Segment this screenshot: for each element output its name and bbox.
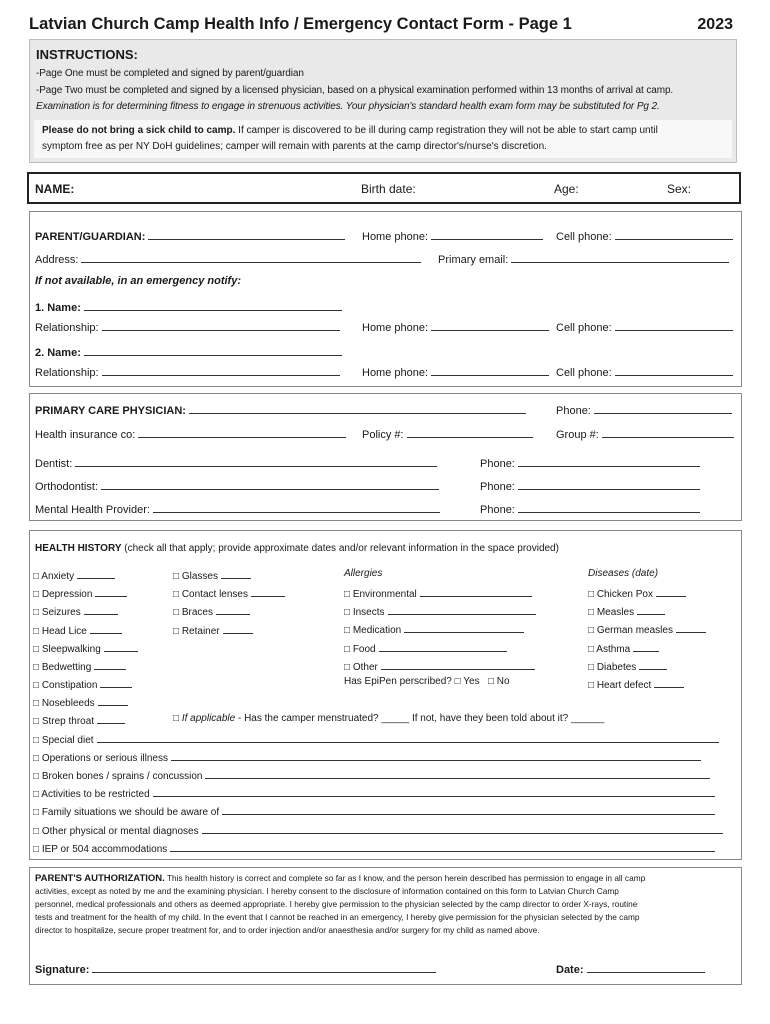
health-item-line[interactable] <box>84 604 118 615</box>
health-item-line[interactable] <box>170 841 715 852</box>
health-item-label: Diabetes <box>596 661 637 673</box>
relationship-label: Relationship: <box>35 322 99 334</box>
home-phone-label: Home phone: <box>362 367 429 379</box>
checkbox-icon[interactable]: □ <box>588 680 597 691</box>
insurance-field[interactable] <box>35 427 346 441</box>
emergency-1-cell-phone-field[interactable] <box>556 320 733 334</box>
pcp-line[interactable] <box>189 403 526 414</box>
health-item-label: Food <box>352 643 376 655</box>
orthodontist-label: Orthodontist: <box>35 481 98 493</box>
emergency-1-name-line[interactable] <box>84 300 342 311</box>
pcp-phone-field[interactable] <box>556 403 732 417</box>
health-item-label: Medication <box>352 625 402 637</box>
mental-health-phone-field[interactable] <box>480 502 700 516</box>
pcp-field[interactable] <box>35 403 526 417</box>
cell-phone-label: Cell phone: <box>556 322 612 334</box>
health-item[interactable] <box>33 695 128 709</box>
checkbox-icon[interactable]: □ <box>33 571 42 582</box>
checkbox-icon[interactable]: □ <box>487 676 494 687</box>
health-item-line[interactable] <box>676 622 706 633</box>
checkbox-icon[interactable]: □ <box>33 771 42 783</box>
parent-line[interactable] <box>148 229 345 240</box>
checkbox-icon[interactable]: □ <box>33 625 42 637</box>
health-item[interactable] <box>173 586 285 600</box>
health-item-line[interactable] <box>379 641 507 652</box>
sick-notice-line-1 <box>42 125 658 136</box>
health-item[interactable] <box>173 568 251 582</box>
health-item-label: Environmental <box>352 589 417 600</box>
checkbox-icon[interactable]: □ <box>33 753 42 765</box>
allergies-heading: Allergies <box>344 568 383 579</box>
health-item[interactable] <box>33 623 122 637</box>
epipen-no-label: No <box>496 676 510 687</box>
phone-label: Phone: <box>480 504 515 516</box>
health-history-header <box>35 543 559 554</box>
health-item[interactable] <box>588 659 667 673</box>
group-label: Group #: <box>556 429 599 441</box>
health-item-label: Braces <box>181 607 213 619</box>
strep-throat-label: Strep throat <box>41 716 95 727</box>
authorization-section <box>29 867 742 985</box>
sick-notice-rest: If camper is discovered to be ill during camp registration they will not be able to start camp until <box>235 125 658 136</box>
orthodontist-line[interactable] <box>101 479 439 490</box>
checkbox-icon[interactable]: □ <box>33 735 42 746</box>
form-title: Latvian Church Camp Health Info / Emergency Contact Form - Page 1 <box>29 15 572 33</box>
health-item-line[interactable] <box>98 695 128 706</box>
emergency-2-cell-phone-field[interactable] <box>556 365 733 379</box>
parent-field[interactable] <box>35 229 345 243</box>
health-item-label: Operations or serious illness <box>41 753 168 765</box>
insurance-label: Health insurance co: <box>35 429 136 441</box>
dentist-phone-field[interactable] <box>480 456 700 470</box>
checkbox-icon[interactable]: □ <box>173 607 182 619</box>
health-item-line[interactable] <box>77 568 115 579</box>
dentist-label: Dentist: <box>35 458 73 470</box>
emergency-2-name-label: 2. Name: <box>35 347 81 359</box>
health-item-label: Sleepwalking <box>41 643 101 655</box>
emergency-1-home-phone-field[interactable] <box>362 320 549 334</box>
health-item[interactable] <box>588 586 686 600</box>
health-item[interactable] <box>33 641 138 655</box>
health-item-line[interactable] <box>656 586 686 597</box>
checkbox-icon[interactable]: □ <box>33 789 42 801</box>
health-item-line[interactable] <box>171 750 701 761</box>
authorization-line <box>35 925 540 935</box>
checkbox-icon[interactable]: □ <box>33 589 42 601</box>
health-item-label: Heart defect <box>596 680 652 691</box>
relationship-line[interactable] <box>102 320 340 331</box>
home-phone-field[interactable] <box>362 229 543 243</box>
physician-section <box>29 393 742 521</box>
address-line[interactable] <box>81 252 421 263</box>
health-item-line[interactable] <box>381 659 535 670</box>
parent-label: PARENT/GUARDIAN: <box>35 231 146 243</box>
health-item-line[interactable] <box>637 604 665 615</box>
checkbox-icon[interactable]: □ <box>344 607 353 619</box>
guardian-section <box>29 211 742 387</box>
health-item-line[interactable] <box>388 604 536 615</box>
emergency-1-name-label: 1. Name: <box>35 302 81 314</box>
email-label: Primary email: <box>438 254 509 266</box>
emergency-2-home-phone-field[interactable] <box>362 365 549 379</box>
health-history-note: (check all that apply; provide approximate dates and/or relevant information in the space provided) <box>124 543 559 554</box>
cell-phone-label: Cell phone: <box>556 367 612 379</box>
camper-info-box <box>27 172 741 204</box>
mental-health-label: Mental Health Provider: <box>35 504 150 516</box>
dentist-field[interactable] <box>35 456 437 470</box>
health-item[interactable] <box>33 804 715 818</box>
health-item[interactable] <box>33 604 118 618</box>
date-label: Date: <box>556 964 584 976</box>
health-item[interactable] <box>33 659 126 673</box>
health-item-label: Activities to be restricted <box>41 789 150 801</box>
checkbox-icon[interactable]: □ <box>33 825 42 837</box>
cell-phone-line[interactable] <box>615 365 733 376</box>
home-phone-label: Home phone: <box>362 322 429 334</box>
email-field[interactable] <box>438 252 729 266</box>
instructions-heading: INSTRUCTIONS: <box>36 47 138 62</box>
emergency-2-name-field[interactable] <box>35 345 342 359</box>
checkbox-icon[interactable]: □ <box>588 625 597 637</box>
health-item[interactable] <box>33 841 715 855</box>
relationship-label: Relationship: <box>35 367 99 379</box>
checkbox-icon[interactable]: □ <box>33 662 42 673</box>
cell-phone-line[interactable] <box>615 229 733 240</box>
health-item-label: Family situations we should be aware of <box>41 807 220 819</box>
health-item[interactable] <box>173 604 250 618</box>
emergency-1-relationship-field[interactable] <box>35 320 340 334</box>
authorization-line-text: tests and treatment for the health of my child. In the event that I cannot be reached in an emergency, I hereby give permission for the physician selected by the camp <box>35 912 640 922</box>
health-item-line[interactable] <box>404 622 524 633</box>
checkbox-icon[interactable]: □ <box>33 698 42 710</box>
authorization-line <box>35 873 645 884</box>
health-item[interactable] <box>33 786 715 800</box>
checkbox-icon[interactable]: □ <box>588 589 597 600</box>
health-item-line[interactable] <box>100 677 132 688</box>
health-item-label: Nosebleeds <box>41 698 95 710</box>
health-item-label: German measles <box>596 625 673 637</box>
home-phone-line[interactable] <box>431 365 549 376</box>
health-item-label: Other physical or mental diagnoses <box>41 825 199 837</box>
emergency-1-name-field[interactable] <box>35 300 342 314</box>
health-item-label: Asthma <box>596 643 631 655</box>
health-item-label: IEP or 504 accommodations <box>41 843 168 855</box>
health-item[interactable] <box>344 604 536 618</box>
policy-label: Policy #: <box>362 429 404 441</box>
diseases-heading: Diseases (date) <box>588 568 659 579</box>
address-label: Address: <box>35 254 79 266</box>
checkbox-icon[interactable]: □ <box>454 676 461 687</box>
health-item-line[interactable] <box>104 641 138 652</box>
home-phone-label: Home phone: <box>362 231 429 243</box>
checkbox-icon[interactable]: □ <box>173 571 182 582</box>
form-year: 2023 <box>697 16 733 33</box>
checkbox-icon[interactable]: □ <box>588 661 597 673</box>
strep-line[interactable] <box>97 713 125 724</box>
health-item-line[interactable] <box>654 677 684 688</box>
checkbox-icon[interactable]: □ <box>33 607 42 619</box>
health-item[interactable] <box>588 641 659 655</box>
health-item-label: Broken bones / sprains / concussion <box>41 771 203 783</box>
authorization-line-text: This health history is correct and complete so far as I know, and the person herein described has permission to engage in all camp <box>164 873 646 883</box>
instruction-line-2: -Page Two must be completed and signed by a licensed physician, based on a physical examination performed within 13 months of arrival at camp. <box>36 85 674 96</box>
health-history-section <box>29 530 742 860</box>
health-item[interactable] <box>344 659 535 673</box>
health-item-label: Insects <box>352 607 385 619</box>
checkbox-icon[interactable]: □ <box>588 607 597 619</box>
health-item-line[interactable] <box>205 768 710 779</box>
epipen-yes-label: Yes <box>463 676 480 687</box>
health-item-line[interactable] <box>95 586 127 597</box>
insurance-line[interactable] <box>138 427 346 438</box>
checkbox-icon[interactable]: □ <box>173 625 182 637</box>
health-item[interactable] <box>33 568 115 582</box>
checkbox-icon[interactable]: □ <box>33 680 42 692</box>
orthodontist-field[interactable] <box>35 479 439 493</box>
date-line[interactable] <box>587 962 705 973</box>
checkbox-icon[interactable]: □ <box>588 643 597 655</box>
checkbox-icon[interactable]: □ <box>33 643 42 655</box>
authorization-heading: PARENT'S AUTHORIZATION. <box>35 873 165 884</box>
checkbox-icon[interactable]: □ <box>173 713 180 724</box>
health-history-heading: HEALTH HISTORY <box>35 543 122 554</box>
health-item[interactable] <box>33 750 701 764</box>
date-field[interactable] <box>556 962 705 976</box>
health-item-line[interactable] <box>221 568 251 579</box>
menstruation-text: - Has the camper menstruated? _____ If not, have they been told about it? ______ <box>235 713 605 724</box>
health-item-line[interactable] <box>90 623 122 634</box>
phone-line[interactable] <box>594 403 732 414</box>
health-item-line[interactable] <box>639 659 667 670</box>
health-item-label: Special diet <box>41 735 94 746</box>
relationship-line[interactable] <box>102 365 340 376</box>
signature-line[interactable] <box>92 962 436 973</box>
group-line[interactable] <box>602 427 734 438</box>
health-item[interactable] <box>33 677 132 691</box>
health-item-line[interactable] <box>94 659 126 670</box>
health-item[interactable] <box>33 586 127 600</box>
strep-throat-item[interactable] <box>33 713 125 727</box>
authorization-line-text: activities, except as noted by me and the examining physician. I hereby consent to the disclosure of information contained on this form to Latvian Church Camp <box>35 886 619 896</box>
home-phone-line[interactable] <box>431 320 549 331</box>
authorization-line-text: personnel, medical professionals and others as deemed appropriate. I hereby give permission to the physician selected by the camp director to order X-rays, routine <box>35 899 638 909</box>
health-item-label: Retainer <box>181 625 220 637</box>
checkbox-icon[interactable]: □ <box>33 807 42 819</box>
health-item-label: Seizures <box>41 607 81 619</box>
health-item-line[interactable] <box>420 586 532 597</box>
phone-line[interactable] <box>518 502 700 513</box>
checkbox-icon[interactable]: □ <box>33 716 40 727</box>
health-item[interactable] <box>588 677 684 691</box>
mental-health-line[interactable] <box>153 502 440 513</box>
checkbox-icon[interactable]: □ <box>33 843 42 855</box>
group-field[interactable] <box>556 427 734 441</box>
health-item[interactable] <box>588 604 665 618</box>
cell-phone-field[interactable] <box>556 229 733 243</box>
health-item-line[interactable] <box>153 786 715 797</box>
name-label: NAME: <box>35 182 75 196</box>
instructions-panel <box>29 39 737 163</box>
sick-notice-bold: Please do not bring a sick child to camp. <box>42 125 236 136</box>
home-phone-line[interactable] <box>431 229 543 240</box>
health-item[interactable] <box>33 732 719 746</box>
health-item-line[interactable] <box>251 586 285 597</box>
checkbox-icon[interactable]: □ <box>173 589 182 601</box>
instruction-line-3: Examination is for determining fitness to engage in strenuous activities. Your physician's standard health exam form may be substituted for Pg 2. <box>36 101 660 112</box>
health-item-label: Depression <box>41 589 93 601</box>
checkbox-icon[interactable]: □ <box>344 643 353 655</box>
checkbox-icon[interactable]: □ <box>344 661 353 673</box>
sick-notice-line-2: symptom free as per NY DoH guidelines; camper will remain with parents at the camp director's/nurse's discretion. <box>42 141 547 152</box>
health-item-label: Other <box>352 661 378 673</box>
email-line[interactable] <box>511 252 729 263</box>
epipen-label: Has EpiPen perscribed? <box>344 676 452 687</box>
phone-label: Phone: <box>480 481 515 493</box>
phone-label: Phone: <box>480 458 515 470</box>
health-item-label: Bedwetting <box>41 662 92 673</box>
health-item-line[interactable] <box>222 804 715 815</box>
instruction-line-1: -Page One must be completed and signed by parent/guardian <box>36 68 304 79</box>
health-item-label: Chicken Pox <box>596 589 653 600</box>
health-item[interactable] <box>344 586 532 600</box>
dentist-line[interactable] <box>75 456 437 467</box>
health-item-line[interactable] <box>633 641 659 652</box>
health-item[interactable] <box>344 622 524 636</box>
policy-line[interactable] <box>407 427 533 438</box>
health-item[interactable] <box>33 768 710 782</box>
menstruation-italic: If applicable <box>181 713 236 724</box>
health-item[interactable] <box>173 623 253 637</box>
authorization-line-text: director to hospitalize, secure proper treatment for, and to order injection and/or anaesthesia and/or surgery for my child as named above. <box>35 925 540 935</box>
emergency-2-relationship-field[interactable] <box>35 365 340 379</box>
health-item-line[interactable] <box>216 604 250 615</box>
authorization-line <box>35 886 619 896</box>
health-item[interactable] <box>588 622 706 636</box>
policy-field[interactable] <box>362 427 533 441</box>
emergency-heading: If not available, in an emergency notify: <box>35 275 241 287</box>
epipen-question <box>344 676 510 687</box>
health-item[interactable] <box>33 823 723 837</box>
birth-date-label: Birth date: <box>361 182 416 196</box>
health-item-label: Glasses <box>181 571 218 582</box>
cell-phone-line[interactable] <box>615 320 733 331</box>
authorization-line <box>35 912 639 922</box>
health-item-line[interactable] <box>202 823 723 834</box>
age-label: Age: <box>554 182 579 196</box>
cell-phone-label: Cell phone: <box>556 231 612 243</box>
health-item-label: Head Lice <box>41 625 87 637</box>
signature-label: Signature: <box>35 964 90 976</box>
phone-label: Phone: <box>556 405 591 417</box>
health-item-label: Constipation <box>41 680 98 692</box>
health-item-label: Anxiety <box>41 571 75 582</box>
phone-line[interactable] <box>518 479 700 490</box>
health-item-label: Measles <box>596 607 635 619</box>
address-field[interactable] <box>35 252 421 266</box>
orthodontist-phone-field[interactable] <box>480 479 700 493</box>
health-item[interactable] <box>344 641 507 655</box>
mental-health-field[interactable] <box>35 502 440 516</box>
health-item-line[interactable] <box>97 732 719 743</box>
health-item-line[interactable] <box>223 623 253 634</box>
authorization-line <box>35 899 637 909</box>
pcp-label: PRIMARY CARE PHYSICIAN: <box>35 405 186 417</box>
sex-label: Sex: <box>667 182 692 196</box>
phone-line[interactable] <box>518 456 700 467</box>
checkbox-icon[interactable]: □ <box>344 589 353 600</box>
sick-child-notice <box>34 120 732 158</box>
health-item-label: Contact lenses <box>181 589 248 601</box>
menstruation-question <box>173 713 604 724</box>
checkbox-icon[interactable]: □ <box>344 625 353 637</box>
signature-field[interactable] <box>35 962 436 976</box>
emergency-2-name-line[interactable] <box>84 345 342 356</box>
